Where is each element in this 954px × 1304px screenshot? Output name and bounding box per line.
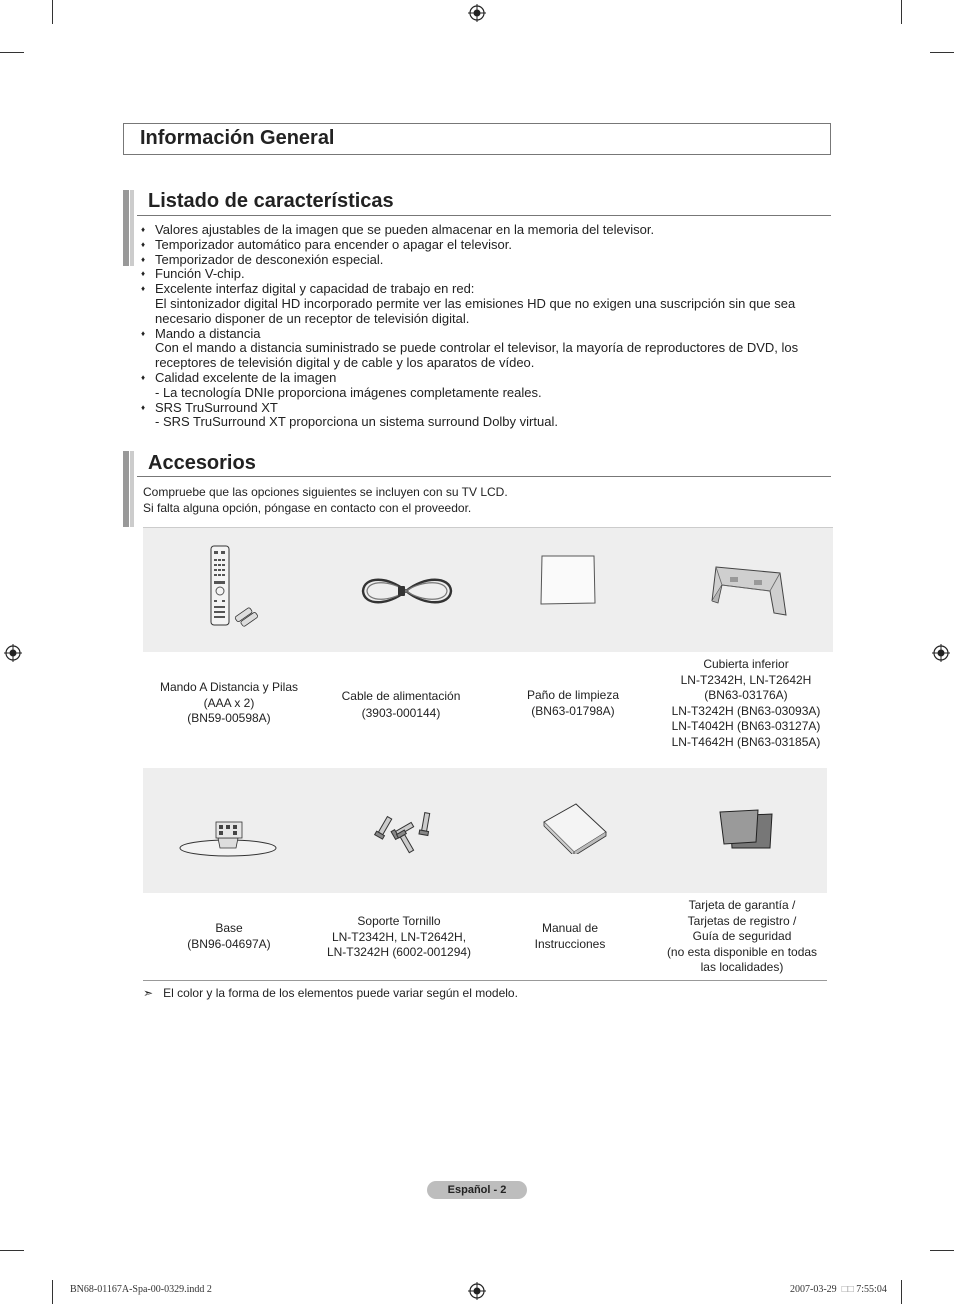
screws-icon [374,805,436,855]
footer-date: 2007-03-29 □□ 7:55:04 [790,1284,887,1295]
accessory-caption-screws: Soporte Tornillo LN-T2342H, LN-T2642H, LN-T3242H (6002-001294) [326,914,472,960]
registration-mark-icon [932,644,950,662]
crop-mark [52,1280,53,1304]
crop-mark [901,0,902,24]
remote-control-icon [205,545,260,627]
list-item: ♦ Función V-chip. [141,267,821,282]
stand-base-icon [178,816,278,858]
warranty-cards-icon [718,808,774,850]
accessories-intro: Compruebe que las opciones siguientes se incluyen con su TV LCD. Si falta alguna opción, póngase en contacto con el proveedor. [143,485,508,515]
section-title-box [123,123,831,155]
features-list [141,223,821,430]
list-item: ♦ Temporizador automático para encender o apagar el televisor. [141,238,821,253]
list-item: ♦ SRS TruSurround XT - SRS TruSurround XT proporciona un sistema surround Dolby virtual. [141,401,821,431]
crop-mark [52,0,53,24]
accessory-caption-warranty: Tarjeta de garantía / Tarjetas de registro / Guía de seguridad (no esta disponible en todas las localidades) [666,898,818,975]
accessory-caption-cloth: Paño de limpieza (BN63-01798A) [526,688,620,718]
list-item: ♦ Calidad excelente de la imagen - La tecnología DNIe proporciona imágenes completamente reales. [141,371,821,401]
page-number-badge: Español - 2 [427,1181,527,1199]
list-item: ♦ Excelente interfaz digital y capacidad de trabajo en red: El sintonizador digital HD incorporado permite ver las emisiones HD que no exigen una suscripción sin que sea necesario disponer de un receptor de televisión digital. [141,282,821,326]
note-arrow-icon: ➣ [143,986,154,1000]
list-item: ♦ Temporizador de desconexión especial. [141,253,821,268]
model-note: ➣ El color y la forma de los elementos puede variar según el modelo. [143,986,518,1000]
features-title: Listado de características [148,190,394,212]
bottom-cover-icon [708,563,788,617]
manual-icon [540,802,610,854]
accessory-caption-manual: Manual de Instrucciones [534,921,606,951]
accessory-caption-cable: Cable de alimentación (3903-000144) [341,689,461,720]
crop-mark [930,52,954,53]
accessory-caption-cover: Cubierta inferior LN-T2342H, LN-T2642H (BN63-03176A) LN-T3242H (BN63-03093A) LN-T4042H (BN63-03127A) LN-T4642H (BN63-03185A) [671,657,821,749]
section-title: Información General [140,127,335,149]
crop-mark [930,1250,954,1251]
accessories-title: Accesorios [148,452,256,474]
registration-mark-icon [468,1282,486,1300]
power-cable-icon [358,572,456,610]
accessory-caption-base: Base (BN96-04697A) [187,921,271,951]
accessory-caption-remote: Mando A Distancia y Pilas (AAA x 2) (BN59-00598A) [159,680,299,726]
crop-mark [0,1250,24,1251]
cleaning-cloth-icon [539,554,597,606]
footer-file: BN68-01167A-Spa-00-0329.indd 2 [70,1284,212,1295]
crop-mark [0,52,24,53]
list-item: ♦ Valores ajustables de la imagen que se pueden almacenar en la memoria del televisor. [141,223,821,238]
list-item: ♦ Mando a distancia Con el mando a distancia suministrado se puede controlar el televisor, la mayoría de reproductores de DVD, los receptores de televisión digital y de cable y los aparatos de vídeo. [141,327,821,371]
crop-mark [901,1280,902,1304]
registration-mark-icon [4,644,22,662]
registration-mark-icon [468,4,486,22]
